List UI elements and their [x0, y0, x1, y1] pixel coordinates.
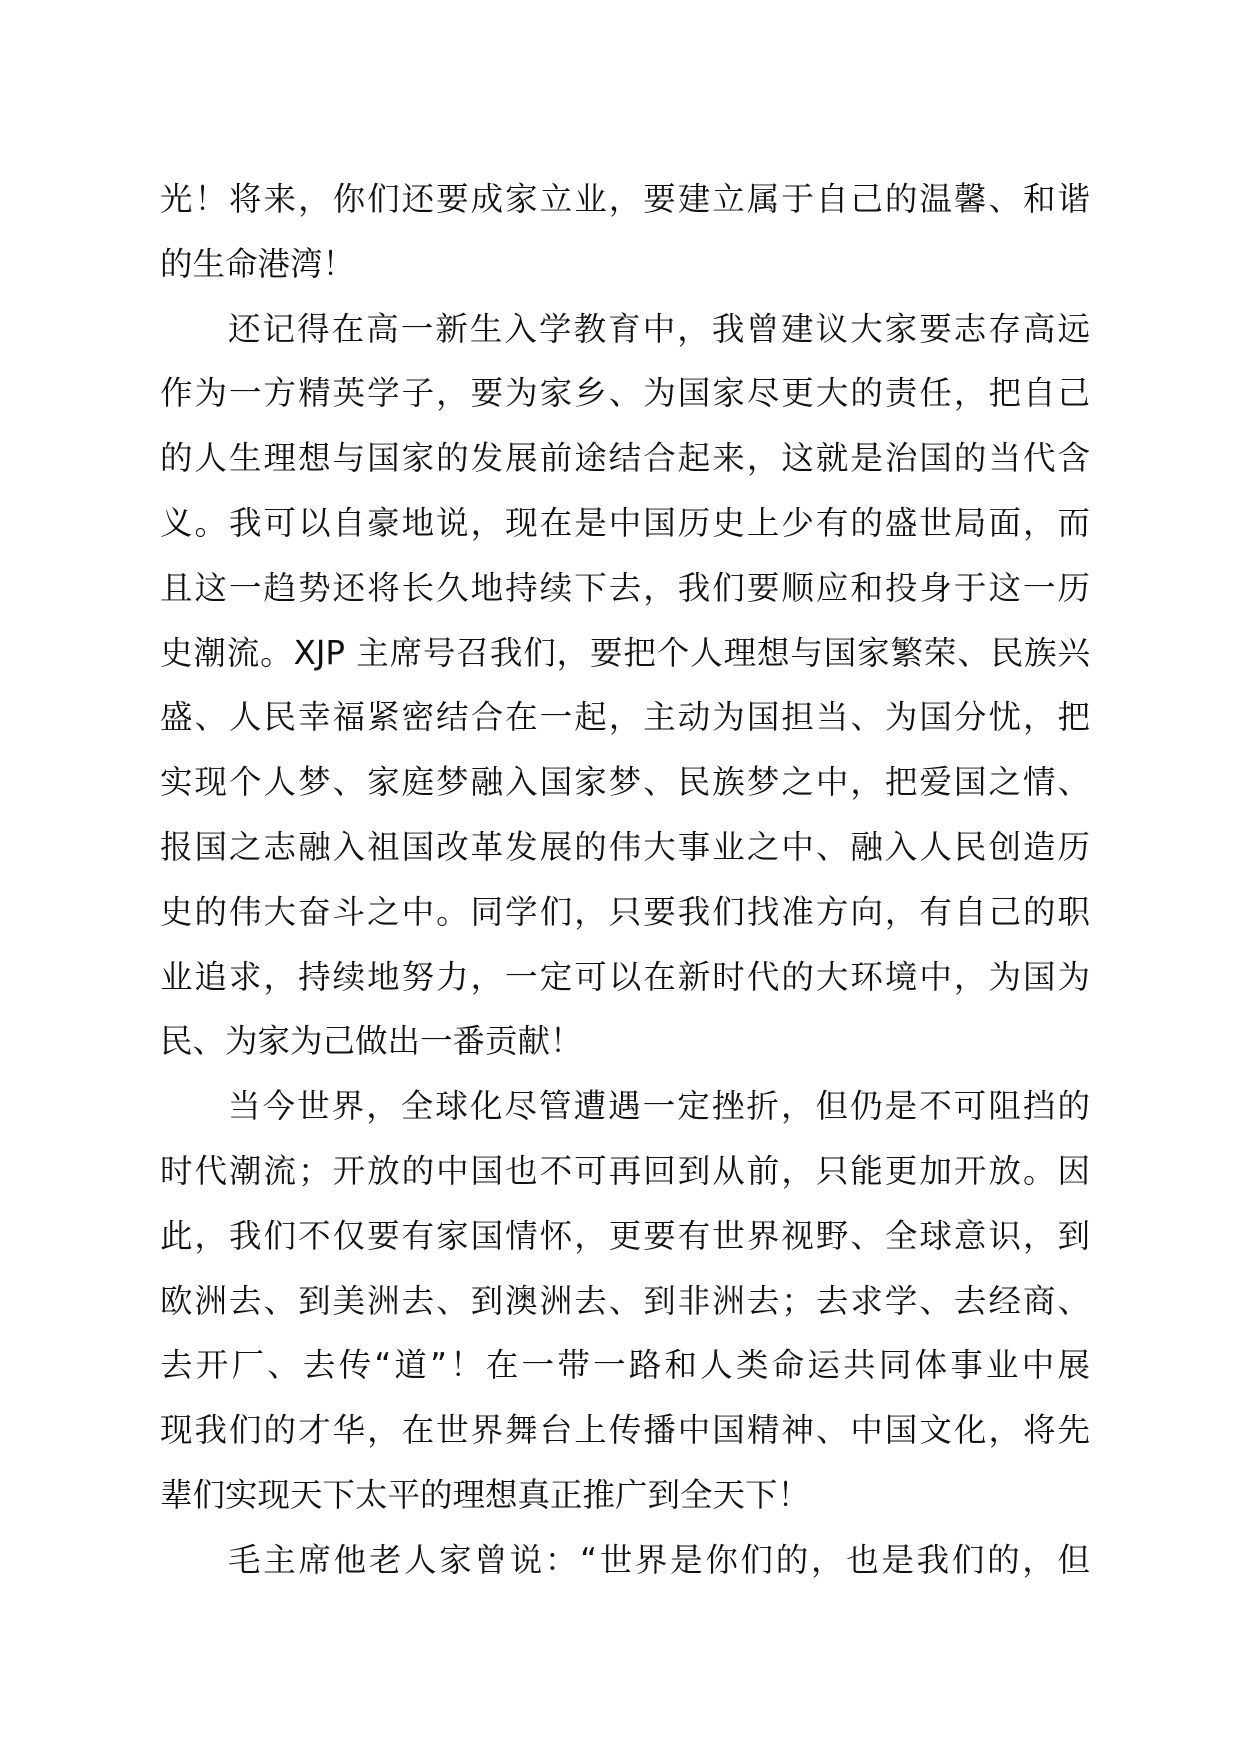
- text-line: 史的伟大奋斗之中。同学们，只要我们找准方向，有自己的职: [160, 892, 1090, 931]
- text-line: 义。我可以自豪地说，现在是中国历史上少有的盛世局面，而: [160, 503, 1090, 542]
- text-line: 的人生理想与国家的发展前途结合起来，这就是治国的当代含: [160, 439, 1090, 478]
- text-line: 的生命港湾！: [160, 244, 356, 283]
- text-line: 业追求，持续地努力，一定可以在新时代的大环境中，为国为: [160, 957, 1090, 996]
- text-line: 民、为家为己做出一番贡献！: [160, 1022, 583, 1061]
- text-line: 时代潮流；开放的中国也不可再回到从前，只能更加开放。因: [160, 1151, 1090, 1190]
- text-line: 当今世界，全球化尽管遭遇一定挫折，但仍是不可阻挡的: [228, 1087, 1090, 1126]
- text-line: 报国之志融入祖国改革发展的伟大事业之中、融入人民创造历: [160, 827, 1090, 866]
- document-body: [160, 167, 1090, 1593]
- text-line: 毛主席他老人家曾说：“世界是你们的，也是我们的，但: [228, 1540, 1090, 1579]
- text-line: 此，我们不仅要有家国情怀，更要有世界视野、全球意识，到: [160, 1216, 1090, 1255]
- text-line: 实现个人梦、家庭梦融入国家梦、民族梦之中，把爱国之情、: [160, 763, 1090, 802]
- text-line: 去开厂、去传“道”！在一带一路和人类命运共同体事业中展: [160, 1346, 1090, 1385]
- text-line: 盛、人民幸福紧密结合在一起，主动为国担当、为国分忧，把: [160, 698, 1090, 737]
- text-line: 还记得在高一新生入学教育中，我曾建议大家要志存高远: [228, 309, 1090, 348]
- text-line: 史潮流。XJP 主席号召我们，要把个人理想与国家繁荣、民族兴: [160, 633, 1090, 672]
- text-line: 现我们的才华，在世界舞台上传播中国精神、中国文化，将先: [160, 1411, 1090, 1450]
- text-line: 作为一方精英学子，要为家乡、为国家尽更大的责任，把自己: [160, 374, 1090, 413]
- text-line: 光！将来，你们还要成家立业，要建立属于自己的温馨、和谐: [160, 180, 1090, 218]
- text-line: 欧洲去、到美洲去、到澳洲去、到非洲去；去求学、去经商、: [160, 1281, 1090, 1320]
- text-line: 且这一趋势还将长久地持续下去，我们要顺应和投身于这一历: [160, 568, 1090, 607]
- text-line: 辈们实现天下太平的理想真正推广到全天下！: [160, 1475, 811, 1514]
